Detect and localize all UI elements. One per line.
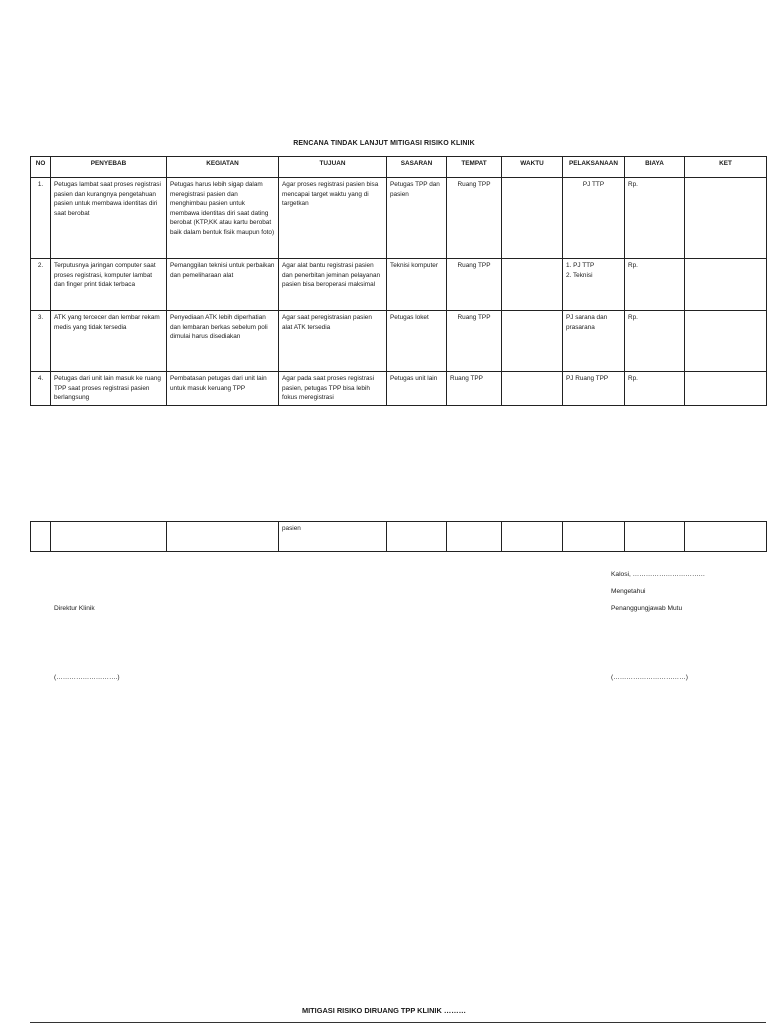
divider: [30, 1022, 766, 1023]
cell-no: 1.: [31, 178, 51, 259]
cell-ket: [685, 372, 767, 406]
place-date: Kalosi, ……………………………: [611, 571, 706, 578]
cell-biaya: Rp.: [625, 372, 685, 406]
table-header-row: [31, 157, 767, 178]
cell-sasaran: [387, 522, 447, 552]
cell-penyebab: ATK yang tercecer dan lembar rekam medis yang tidak tersedia: [51, 311, 167, 372]
header-tujuan: TUJUAN: [279, 157, 387, 178]
cell-ket: [685, 259, 767, 311]
cell-biaya: Rp.: [625, 259, 685, 311]
cell-waktu: [502, 372, 563, 406]
cell-tujuan: Agar alat bantu registrasi pasien dan penerbitan jeminan pelayanan pasien bisa beroperasi maksimal: [279, 259, 387, 311]
next-page-title: MITIGASI RISIKO DIRUANG TPP KLINIK ………: [301, 1006, 467, 1015]
cell-tempat: [447, 522, 502, 552]
cell-penyebab: Terputusnya jaringan computer saat proses registrasi, komputer lambat dan finger print tidak terbaca: [51, 259, 167, 311]
cell-ket: [685, 522, 767, 552]
cell-pelaksanaan: PJ TTP: [563, 178, 625, 259]
left-signatory-role: Direktur Klinik: [54, 605, 95, 612]
cell-sasaran: Petugas unit lain: [387, 372, 447, 406]
acknowledged-label: Mengetahui: [611, 588, 646, 595]
document-title: RENCANA TINDAK LANJUT MITIGASI RISIKO KLINIK: [293, 140, 475, 147]
cell-kegiatan: Penyediaan ATK lebih diperhatian dan lembaran berkas sebelum poli dimulai harus disediakan: [167, 311, 279, 372]
cell-tempat: Ruang TPP: [447, 311, 502, 372]
header-pelaksanaan: PELAKSANAAN: [563, 157, 625, 178]
cell-no: 3.: [31, 311, 51, 372]
cell-ket: [685, 178, 767, 259]
cell-sasaran: Teknisi komputer: [387, 259, 447, 311]
header-ket: KET: [685, 157, 767, 178]
left-signature-blank: (……………………….): [54, 674, 120, 681]
cell-sasaran: Petugas TPP dan pasien: [387, 178, 447, 259]
cell-tujuan: pasien: [279, 522, 387, 552]
cell-tujuan: Agar proses registrasi pasien bisa mencapai target waktu yang di targetkan: [279, 178, 387, 259]
header-kegiatan: KEGIATAN: [167, 157, 279, 178]
header-penyebab: PENYEBAB: [51, 157, 167, 178]
cell-waktu: [502, 259, 563, 311]
cell-ket: [685, 311, 767, 372]
table-row: [31, 259, 767, 311]
cell-waktu: [502, 311, 563, 372]
cell-pelaksanaan: [563, 522, 625, 552]
cell-penyebab: Petugas dari unit lain masuk ke ruang TPP saat proses registrasi pasien berlangsung: [51, 372, 167, 406]
cell-tempat: Ruang TPP: [447, 178, 502, 259]
cell-tempat: Ruang TPP: [447, 259, 502, 311]
cell-no: [31, 522, 51, 552]
cell-penyebab: [51, 522, 167, 552]
table-row: [31, 311, 767, 372]
cell-no: 4.: [31, 372, 51, 406]
header-biaya: BIAYA: [625, 157, 685, 178]
mitigation-table: [30, 156, 767, 406]
cell-pelaksanaan: PJ sarana dan prasarana: [563, 311, 625, 372]
table-continuation: [30, 521, 767, 552]
header-sasaran: SASARAN: [387, 157, 447, 178]
table-row: [31, 522, 767, 552]
header-waktu: WAKTU: [502, 157, 563, 178]
right-signatory-role: Penanggungjawab Mutu: [611, 605, 683, 612]
cell-biaya: Rp.: [625, 178, 685, 259]
cell-biaya: [625, 522, 685, 552]
cell-pelaksanaan: 1. PJ TTP 2. Teknisi: [563, 259, 625, 311]
right-signature-blank: (……………………………): [611, 674, 688, 681]
cell-waktu: [502, 522, 563, 552]
cell-penyebab: Petugas lambat saat proses registrasi pasien dan kurangnya pengetahuan pasien untuk membawa identitas diri saat berobat: [51, 178, 167, 259]
cell-tujuan: Agar saat peregistrasian pasien alat ATK tersedia: [279, 311, 387, 372]
table-row: [31, 178, 767, 259]
cell-pelaksanaan: PJ Ruang TPP: [563, 372, 625, 406]
cell-tujuan: Agar pada saat proses registrasi pasien, petugas TPP bisa lebih fokus meregistrasi: [279, 372, 387, 406]
cell-kegiatan: [167, 522, 279, 552]
table-row: [31, 372, 767, 406]
cell-kegiatan: Pemanggilan teknisi untuk perbaikan dan pemeliharaan alat: [167, 259, 279, 311]
cell-biaya: Rp.: [625, 311, 685, 372]
cell-kegiatan: Pembatasan petugas dari unit lain untuk masuk keruang TPP: [167, 372, 279, 406]
cell-sasaran: Petugas loket: [387, 311, 447, 372]
header-tempat: TEMPAT: [447, 157, 502, 178]
cell-tempat: Ruang TPP: [447, 372, 502, 406]
cell-waktu: [502, 178, 563, 259]
cell-no: 2.: [31, 259, 51, 311]
cell-kegiatan: Petugas harus lebih sigap dalam meregistrasi pasien dan menghimbau pasien untuk membawa identitas diri saat dating berobat (KTP,KK atau kartu berobat baik dalam bentuk fisik maupun foto): [167, 178, 279, 259]
header-no: NO: [31, 157, 51, 178]
